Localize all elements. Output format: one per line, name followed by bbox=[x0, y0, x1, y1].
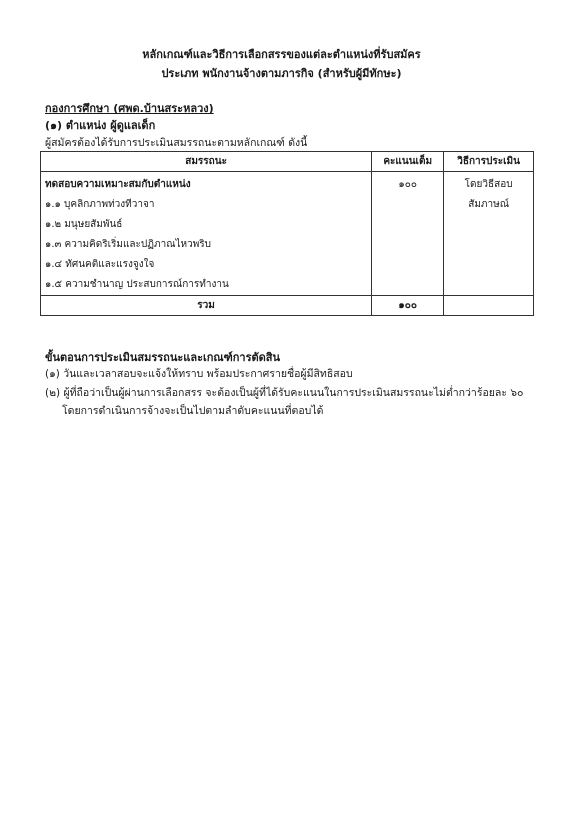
header-full-score: คะแนนเต็ม bbox=[372, 152, 444, 172]
procedure-heading: ขั้นตอนการประเมินสมรรถนะและเกณฑ์การตัดสิน bbox=[45, 351, 281, 364]
total-row bbox=[41, 296, 534, 316]
procedure-item-continued: โดยการดำเนินการจ้างจะเป็นไปตามลำดับคะแนนที่ตอบได้ bbox=[62, 405, 324, 417]
procedure-item: (๑) วันและเวลาสอบจะแจ้งให้ทราบ พร้อมประกาศรายชื่อผู้มีสิทธิสอบ bbox=[45, 368, 353, 380]
competency-cell bbox=[41, 172, 372, 296]
header-method: วิธีการประเมิน bbox=[444, 152, 534, 172]
total-empty-cell bbox=[444, 296, 534, 316]
sub-criterion: ๑.๔ ทัศนคติและแรงจูงใจ bbox=[45, 259, 155, 270]
sub-criterion: ๑.๓ ความคิดริเริ่มและปฏิภาณไหวพริบ bbox=[45, 239, 212, 250]
position-heading: (๑) ตำแหน่ง ผู้ดูแลเด็ก bbox=[45, 119, 156, 132]
evaluation-table bbox=[40, 151, 534, 316]
sub-criterion: ๑.๑ บุคลิกภาพท่วงทีวาจา bbox=[45, 199, 155, 210]
sub-criterion: ๑.๒ มนุษยสัมพันธ์ bbox=[45, 219, 123, 230]
procedure-item: (๒) ผู้ที่ถือว่าเป็นผู้ผ่านการเลือกสรร จะต้องเป็นผู้ที่ได้รับคะแนนในการประเมินสมรรถนะไม่ต่ำกว่าร้อยละ ๖๐ bbox=[45, 387, 524, 399]
main-criterion: ทดสอบความเหมาะสมกับตำแหน่ง bbox=[45, 179, 191, 190]
intro-note: ผู้สมัครต้องได้รับการประเมินสมรรถนะตามหลักเกณฑ์ ดังนี้ bbox=[45, 137, 308, 149]
department-heading: กองการศึกษา (ศพด.บ้านสระหลวง) bbox=[45, 102, 214, 115]
method-line: โดยวิธีสอบ bbox=[464, 179, 513, 190]
method-line: สัมภาษณ์ bbox=[468, 199, 509, 210]
document-subtitle: ประเภท พนักงานจ้างตามภารกิจ (สำหรับผู้มีทักษะ) bbox=[161, 67, 402, 80]
total-label: รวม bbox=[41, 296, 372, 316]
method-cell bbox=[444, 172, 534, 296]
table-header-row bbox=[41, 152, 534, 172]
score-cell bbox=[372, 172, 444, 296]
sub-criterion: ๑.๕ ความชำนาญ ประสบการณ์การทำงาน bbox=[45, 279, 229, 290]
table-row bbox=[41, 172, 534, 296]
full-score-value: ๑๐๐ bbox=[398, 179, 417, 190]
header-competency: สมรรถนะ bbox=[41, 152, 372, 172]
total-score: ๑๐๐ bbox=[372, 296, 444, 316]
document-title: หลักเกณฑ์และวิธีการเลือกสรรของแต่ละตำแหน่งที่รับสมัคร bbox=[142, 48, 421, 61]
